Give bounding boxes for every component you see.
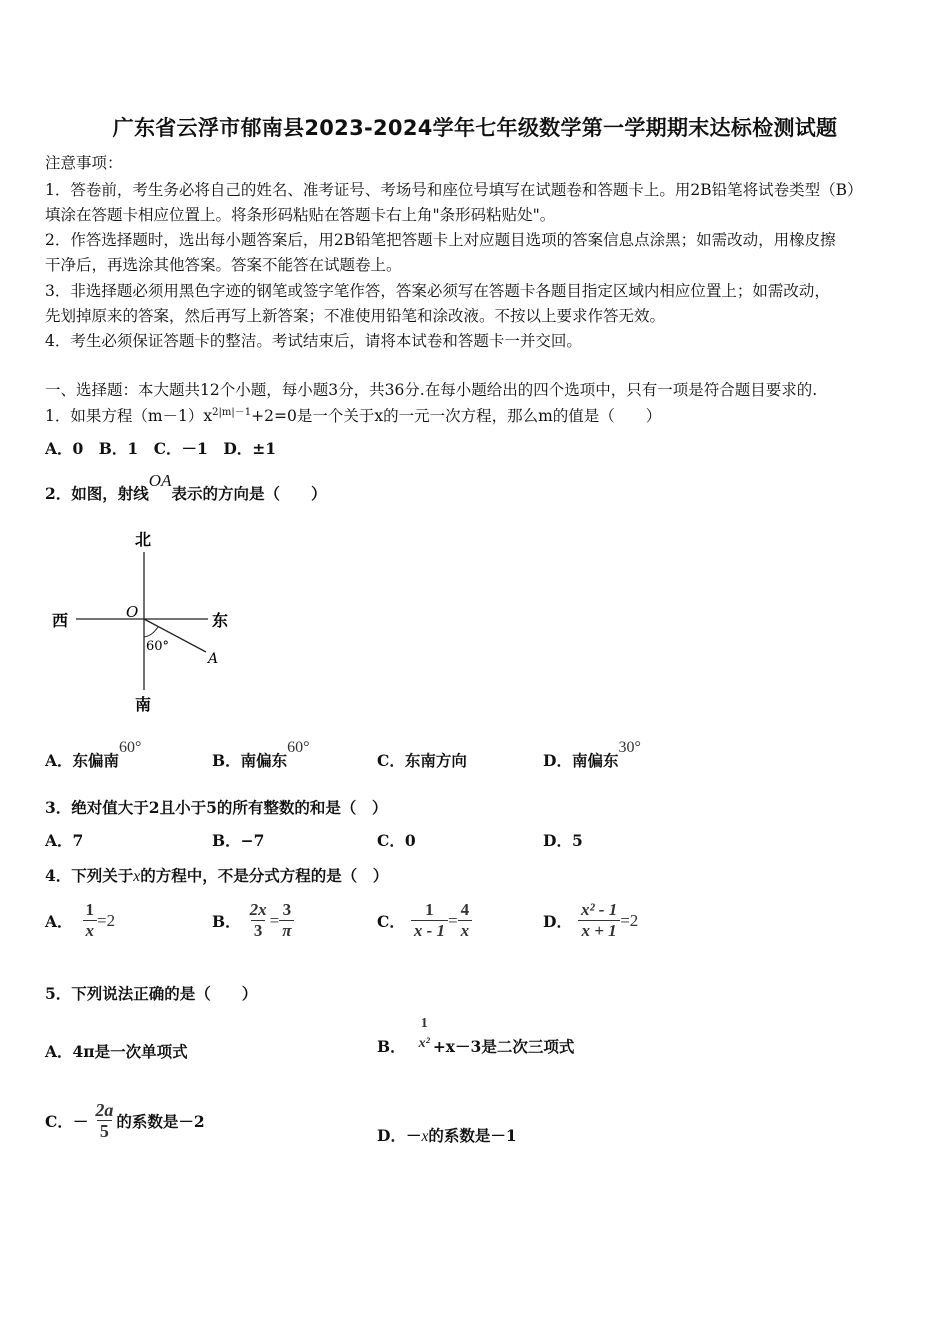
notice-line: 干净后，再选涂其他答案。答案不能答在试题卷上。	[45, 256, 402, 274]
angle-arc	[144, 627, 158, 637]
q3-option-c: C．0	[377, 831, 416, 850]
question-3-stem: 3．绝对值大于2且小于5的所有整数的和是（ ）	[45, 798, 388, 817]
q3-option-d: D．5	[543, 831, 583, 850]
q1-exponent: 2|m|－1	[212, 407, 252, 418]
section-heading: 一、选择题：本大题共12个小题，每小题3分，共36分.在每小题给出的四个选项中，只有一项是符合题目要求的.	[45, 381, 818, 399]
notice-line: 先划掉原来的答案，然后再写上新答案；不准使用铅笔和涂改液。不按以上要求作答无效。	[45, 307, 666, 325]
west-label: 西	[52, 611, 69, 630]
q4-option-d: D． $\frac{\text{x² - 1}}{x + 1}$ =2	[543, 900, 639, 940]
q2-option-d: D．南偏东30°	[543, 739, 641, 770]
north-label: 北	[135, 530, 152, 549]
notice-line: 填涂在答题卡相应位置上。将条形码粘贴在答题卡右上角"条形码粘贴处"。	[45, 206, 556, 224]
page-title: 广东省云浮市郁南县2023-2024学年七年级数学第一学期期末达标检测试题	[112, 116, 838, 140]
question-2-stem: 2．如图，射线OA表示的方向是（ ）	[45, 471, 327, 503]
compass-figure	[40, 520, 260, 720]
q2-option-c: C．东南方向	[377, 751, 467, 770]
origin-label: O	[126, 603, 139, 621]
q4-option-c: C． $\frac{1}{x - 1}$ = $\frac{4}{x}$	[377, 900, 472, 941]
question-1-stem: 1．如果方程$(m-1)x^{2|m|-1}+2=0$是一个关于x的一元一次方程，那么m的值是（ ）	[45, 407, 662, 426]
notice-line: 4．考生必须保证答题卡的整洁。考试结束后，请将本试卷和答题卡一并交回。	[45, 332, 582, 350]
q5-option-d: D．－x的系数是－1	[377, 1126, 517, 1145]
question-5-stem: 5．下列说法正确的是（ ）	[45, 984, 258, 1003]
notice-heading: 注意事项：	[45, 154, 123, 172]
q5-option-b: B． 1 x² +x－3是二次三项式	[377, 1016, 575, 1056]
q5-option-c: C．－ $\frac{2a}{5}$ 的系数是－2	[45, 1100, 205, 1141]
notice-line: 1．答卷前，考生务必将自己的姓名、准考证号、考场号和座位号填写在试题卷和答题卡上。用2B铅笔将试卷类型（B）	[45, 181, 863, 199]
q3-option-b: B．−7	[212, 831, 265, 850]
q4-option-b: B． $\frac{2x}{3}$ = $\frac{3}{\pi}$	[212, 900, 294, 941]
q2-option-a: A．东偏南60°	[45, 739, 142, 770]
q2-ray-label: OA	[148, 471, 172, 490]
question-4-stem: 4．下列关于x的方程中，不是分式方程的是（ ）	[45, 866, 389, 885]
question-1-options: A．0 B．1 C．－1 D．±1	[45, 439, 277, 458]
point-a-label: A	[208, 651, 219, 667]
q3-option-a: A．7	[45, 831, 84, 850]
south-label: 南	[135, 695, 152, 714]
q2-option-b: B．南偏东60°	[212, 739, 310, 770]
q5-option-a: A．4π是一次单项式	[45, 1042, 188, 1061]
notice-line: 2．作答选择题时，选出每小题答案后，用2B铅笔把答题卡上对应题目选项的答案信息点涂黑；如需改动，用橡皮擦	[45, 231, 836, 249]
q4-option-a: A． $\frac{1}{x}$ =2	[45, 900, 116, 940]
angle-label: 60°	[146, 639, 170, 654]
notice-line: 3．非选择题必须用黑色字迹的钢笔或签字笔作答，答案必须写在答题卡各题目指定区域内相应位置上；如需改动，	[45, 282, 830, 300]
east-label: 东	[212, 611, 229, 630]
